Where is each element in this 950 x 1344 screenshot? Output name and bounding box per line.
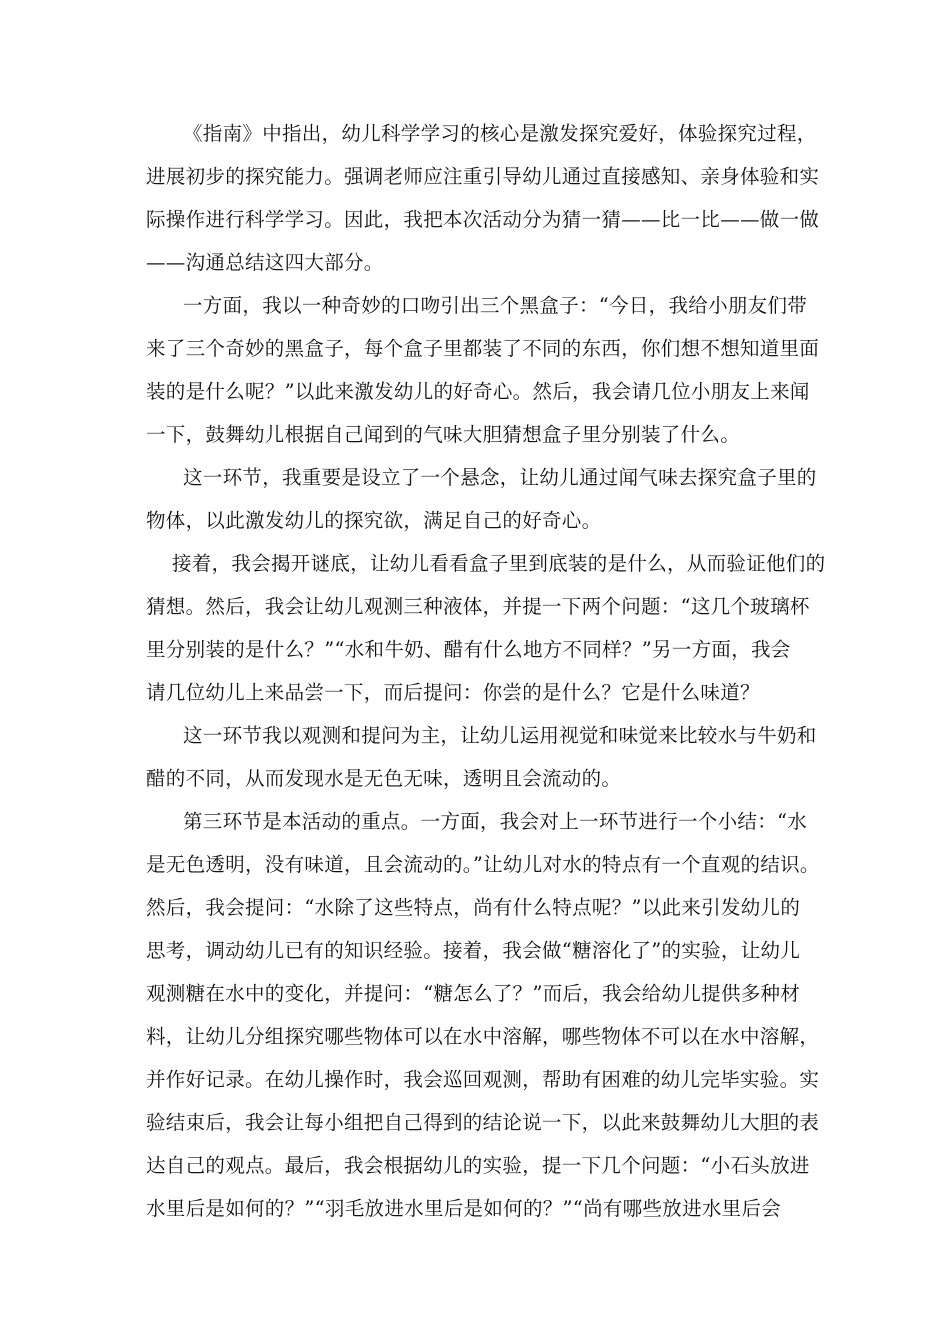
text-line: 验结束后，我会让每小组把自己得到的结论说一下，以此来鼓舞幼儿大胆的表 [146,1111,820,1134]
text-line: 一方面，我以一种奇妙的口吻引出三个黑盒子：“今日，我给小朋友们带 [183,294,808,317]
text-line: 进展初步的探究能力。强调老师应注重引导幼儿通过直接感知、亲身体验和实 [146,165,820,188]
text-line: 然后，我会提问：“水除了这些特点，尚有什么特点呢？”以此来引发幼儿的 [146,896,801,919]
text-line: 并作好记录。在幼儿操作时，我会巡回观测，帮助有困难的幼儿完毕实验。实 [146,1068,820,1091]
text-line: 醋的不同，从而发现水是无色无味，透明且会流动的。 [146,767,622,790]
text-line: 水里后是如何的？”“羽毛放进水里后是如何的？”“尚有哪些放进水里后会 [146,1197,782,1220]
text-line: 物体，以此激发幼儿的探究欲，满足自己的好奇心。 [146,509,602,532]
text-line: 请几位幼儿上来品尝一下，而后提问：你尝的是什么？它是什么味道？ [146,681,760,704]
text-line: 接着，我会揭开谜底，让幼儿看看盒子里到底装的是什么，从而验证他们的 [172,552,826,575]
text-line: 第三环节是本活动的重点。一方面，我会对上一环节进行一个小结：“水 [183,810,808,833]
text-line: 达自己的观点。最后，我会根据幼儿的实验，提一下几个问题：“小石头放进 [146,1154,810,1177]
text-line: 《指南》中指出，幼儿科学学习的核心是激发探究爱好，体验探究过程， [183,122,817,145]
text-line: ——沟通总结这四大部分。 [146,251,384,274]
text-line: 猜想。然后，我会让幼儿观测三种液体，并提一下两个问题：“这几个玻璃杯 [146,595,810,618]
text-line: 来了三个奇妙的黑盒子，每个盒子里都装了不同的东西，你们想不想知道里面 [146,337,820,360]
text-line: 际操作进行科学学习。因此，我把本次活动分为猜一猜——比一比——做一做 [146,208,820,231]
text-line: 这一环节，我重要是设立了一个悬念，让幼儿通过闻气味去探究盒子里的 [183,466,817,489]
text-line: 一下，鼓舞幼儿根据自己闻到的气味大胆猜想盒子里分别装了什么。 [146,423,741,446]
text-line: 观测糖在水中的变化，并提问：“糖怎么了？”而后，我会给幼儿提供多种材 [146,982,801,1005]
text-line: 里分别装的是什么？”“水和牛奶、醋有什么地方不同样？”另一方面，我会 [146,638,791,661]
text-line: 是无色透明，没有味道，且会流动的。”让幼儿对水的特点有一个直观的结识。 [146,853,820,876]
text-line: 料，让幼儿分组探究哪些物体可以在水中溶解，哪些物体不可以在水中溶解， [146,1025,820,1048]
text-line: 这一环节我以观测和提问为主，让幼儿运用视觉和味觉来比较水与牛奶和 [183,724,817,747]
text-line: 装的是什么呢？”以此来激发幼儿的好奇心。然后，我会请几位小朋友上来闻 [146,380,810,403]
text-line: 思考，调动幼儿已有的知识经验。接着，我会做“糖溶化了”的实验，让幼儿 [146,939,801,962]
